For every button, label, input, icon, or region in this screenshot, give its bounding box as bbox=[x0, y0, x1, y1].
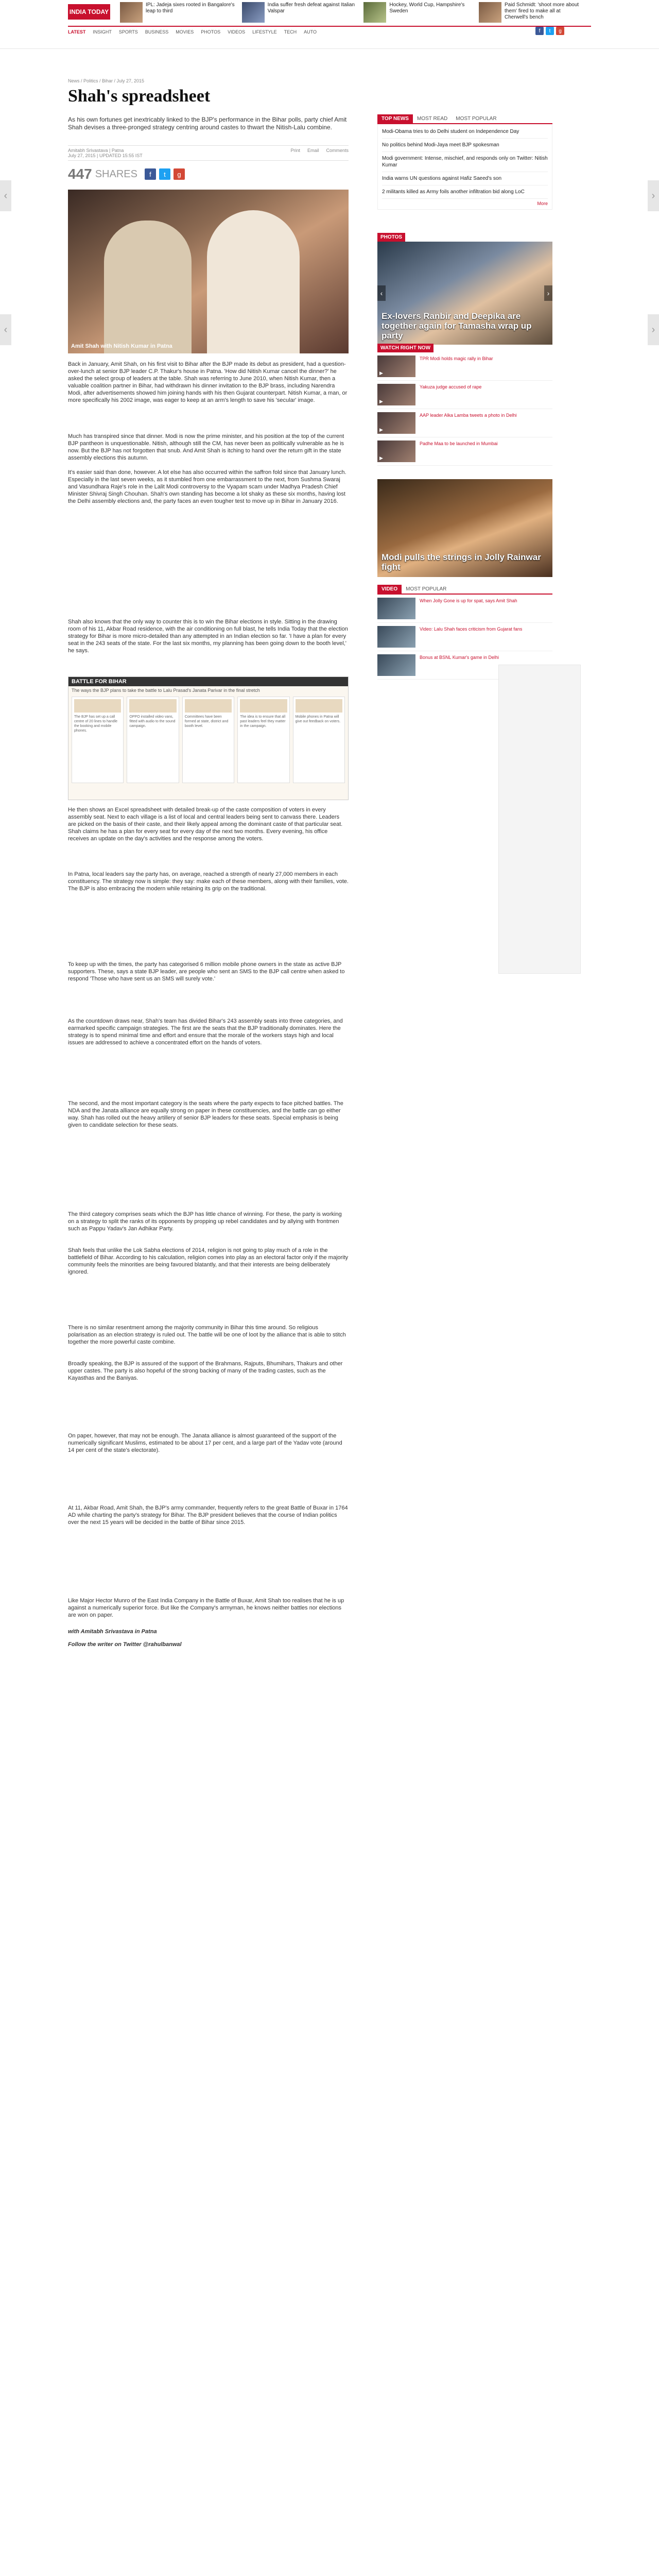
top-stories bbox=[120, 2, 480, 27]
top-news-widget bbox=[377, 114, 552, 210]
prev-arrow-icon[interactable]: ‹ bbox=[0, 314, 11, 345]
graphic-column-text: OPPO installed video vans, fitted with audio to the sound campaign. bbox=[129, 715, 176, 728]
graphic-columns bbox=[68, 694, 348, 785]
nav-item[interactable]: BUSINESS bbox=[145, 29, 169, 35]
video-list-item[interactable] bbox=[377, 437, 552, 466]
byline-author[interactable]: Amitabh Srivastava | Patna bbox=[68, 148, 124, 153]
nav-item[interactable]: AUTO bbox=[304, 29, 317, 35]
body-paragraph: In Patna, local leaders say the party has, on average, reached a strength of nearly 27,000 members in each constituency. The strategy now is simple: they say: make each of these members, along with their families, vote. The BJP is also embracing the modern while retaining its grip on the traditional. bbox=[68, 871, 349, 892]
chevron-right-icon[interactable]: › bbox=[544, 285, 552, 301]
follow-writer-link[interactable]: Follow the writer on Twitter @rahulbanwal bbox=[68, 1641, 182, 1648]
list-item[interactable]: 2 militants killed as Army foils another infiltration bid along LoC bbox=[382, 185, 548, 199]
byline bbox=[68, 145, 349, 161]
nav-item[interactable]: LATEST bbox=[68, 29, 86, 35]
graphic-illustration bbox=[185, 699, 232, 713]
list-item[interactable]: Modi-Obama tries to do Delhi student on Independence Day bbox=[382, 125, 548, 139]
video-list-item[interactable] bbox=[377, 381, 552, 409]
byline-date: July 27, 2015 | UPDATED 15:55 IST bbox=[68, 153, 143, 158]
top-news-tabs bbox=[377, 114, 552, 124]
list-item[interactable]: No politics behind Modi-Jaya meet BJP spokesman bbox=[382, 139, 548, 152]
hero-figure bbox=[104, 221, 192, 353]
video-player[interactable] bbox=[377, 479, 552, 577]
video-tabs bbox=[377, 585, 552, 595]
google-plus-icon[interactable]: g bbox=[174, 168, 185, 180]
graphic-title: BATTLE FOR BIHAR bbox=[68, 677, 348, 686]
tab-video[interactable]: VIDEO bbox=[377, 585, 402, 594]
video-thumb bbox=[377, 598, 415, 619]
nav-item[interactable]: MOVIES bbox=[176, 29, 194, 35]
tab-most-popular[interactable]: MOST POPULAR bbox=[406, 586, 447, 592]
graphic-column bbox=[237, 697, 289, 783]
body-paragraph: Like Major Hector Munro of the East India Company in the Battle of Buxar, Amit Shah too realises that he is up against a numerically superior force. But like the Company's armyman, he knows neither battles nor elections are won on paper. bbox=[68, 1598, 344, 1618]
body-paragraph: Much has transpired since that dinner. Modi is now the prime minister, and his position at the top of the current BJP pantheon is unquestionable. Nitish, although still the CM, has never been as politically vulnerable as he is now. But the BJP has not forgotten that snub. And Amit Shah is itching to hand over the return gift in the state assembly elections this autumn. bbox=[68, 433, 344, 461]
tab-top-news[interactable]: TOP NEWS bbox=[377, 114, 413, 123]
top-story-item[interactable] bbox=[363, 2, 480, 27]
graphic-column-text: Mobile phones in Patna will give out feedback on voters. bbox=[295, 715, 341, 723]
email-button[interactable]: Email bbox=[307, 148, 319, 153]
next-arrow-icon[interactable]: › bbox=[648, 180, 659, 211]
top-story-text: India suffer fresh defeat against Italian Valspar bbox=[267, 2, 355, 14]
top-story-thumb bbox=[363, 2, 386, 23]
graphic-column-text: The idea is to ensure that all past leaders feel they matter in the campaign. bbox=[240, 715, 286, 728]
breadcrumb[interactable]: News / Politics / Bihar / July 27, 2015 bbox=[68, 78, 145, 83]
nav-item[interactable]: INSIGHT bbox=[93, 29, 112, 35]
graphic-column bbox=[182, 697, 234, 783]
site-logo[interactable]: INDIA TODAY bbox=[68, 4, 110, 20]
twitter-icon[interactable]: t bbox=[159, 168, 170, 180]
video-thumb bbox=[377, 440, 415, 462]
twitter-icon[interactable]: t bbox=[546, 27, 554, 35]
graphic-column bbox=[293, 697, 345, 783]
photo-caption: Ex-lovers Ranbir and Deepika are together again for Tamasha wrap up party bbox=[381, 311, 532, 341]
body-paragraph: It's easier said than done, however. A lot else has also occurred within the saffron fold since that January lunch. Especially in the last seven weeks, as it stumbled from one embarrassment to the next, from Sushma Swaraj and Vasundhara Raje's role in the Lalit Modi controversy to the Vyapam scam under Madhya Pradesh Chief Minister Shivraj Singh Chouhan. Shah's own standing has become a lot shaky as these six months, having lost the Delhi assembly elections and, the party faces an even tougher test to move up in Bihar in January 2016. bbox=[68, 469, 346, 504]
ad-slot[interactable] bbox=[498, 665, 581, 974]
graphic-column bbox=[72, 697, 124, 783]
video-thumb bbox=[377, 412, 415, 434]
article-intro: As his own fortunes get inextricably linked to the BJP's performance in the Bihar polls, party chief Amit Shah devises a three-pronged strategy centring around castes to thwart the Nitish-Lalu combine. bbox=[68, 116, 347, 131]
more-link[interactable]: More bbox=[537, 201, 548, 206]
prev-arrow-icon[interactable]: ‹ bbox=[0, 180, 11, 211]
next-arrow-icon[interactable]: › bbox=[648, 314, 659, 345]
nav-item[interactable]: VIDEOS bbox=[228, 29, 246, 35]
top-story-item[interactable] bbox=[242, 2, 359, 27]
body-paragraph: Back in January, Amit Shah, on his first visit to Bihar after the BJP made its debut as president, had a question-over-lunch at senior BJP leader C.P. Thakur's house in Patna. 'How did Nitish Kumar cancel the dinner?' he asked the select group of leaders at the table. Shah was referring to June 2010, when Nitish Kumar, then a valuable coalition partner in Bihar, had withdrawn his dinner invitation to the BJP brass, including Narendra Modi, after advertisements showed him joining hands with his then Gujarat counterpart. Nitish Kumar, a man, or more specifically his 2002 image, was eager to keep at an arm's length to save his 'secular' image. bbox=[68, 361, 348, 403]
hero-caption: Amit Shah with Nitish Kumar in Patna bbox=[71, 343, 172, 349]
top-right-story[interactable] bbox=[479, 2, 582, 23]
tab-most-popular[interactable]: MOST POPULAR bbox=[456, 116, 497, 122]
top-news-list bbox=[377, 124, 552, 210]
body-paragraph: Shah feels that unlike the Lok Sabha elections of 2014, religion is not going to play much of a role in the battlefield of Bihar. According to his calculation, religion comes into play as an electoral factor only if the majority community feels the minorities are being favoured blatantly, and that their interests are being deliberately ignored. bbox=[68, 1247, 349, 1275]
graphic-column-text: Committees have been formed at state, district and booth level. bbox=[184, 715, 229, 728]
list-item[interactable]: Modi government: Intense, mischief, and responds only on Twitter: Nitish Kumar bbox=[382, 152, 548, 172]
battle-for-bihar-graphic bbox=[68, 676, 349, 800]
featured-video bbox=[377, 479, 552, 577]
article-tools bbox=[290, 148, 349, 153]
facebook-icon[interactable]: f bbox=[535, 27, 544, 35]
body-paragraph: Shah also knows that the only way to counter this is to win the Bihar elections in style. Sitting in the drawing room of his 11, Akbar Road residence, with the air conditioning on full blast, he tells India Today that the election strategy for Bihar is more micro-detailed than any attempted in an Indian election so far. 'I have a plan for every seat in the 243 seats of the state. For the last six months, my planning has been going down to the booth level,' he says. bbox=[68, 619, 348, 654]
body-paragraph: The second, and the most important category is the seats where the party expects to face pitched battles. The NDA and the Janata alliance are equally strong on paper in these constituencies, and the battle can go either way. Shah has rolled out the heavy artillery of senior BJP leaders for these seats. Special emphasis is being given to candidate selection for these seats. bbox=[68, 1100, 343, 1128]
video-title: TPR Modi holds magic rally in Bihar bbox=[420, 356, 493, 361]
body-paragraph: On paper, however, that may not be enough. The Janata alliance is almost guaranteed of the support of the numerically significant Muslims, estimated to be about 17 per cent, and a large part of the Yadav vote (around 14 per cent of the state's electorate). bbox=[68, 1433, 342, 1453]
top-story-thumb bbox=[479, 2, 501, 23]
nav-item[interactable]: SPORTS bbox=[118, 29, 138, 35]
top-story-item[interactable] bbox=[120, 2, 237, 27]
share-bar bbox=[68, 166, 185, 182]
share-label: SHARES bbox=[95, 168, 137, 180]
chevron-left-icon[interactable]: ‹ bbox=[377, 285, 386, 301]
body-paragraph: At 11, Akbar Road, Amit Shah, the BJP's army commander, frequently refers to the great Battle of Buxar in 1764 AD while charting the party's strategy for Bihar. The BJP president believes that the course of Indian politics over the next 15 years will be decided in the battle of Bihar since 2015. bbox=[68, 1505, 348, 1526]
graphic-illustration bbox=[296, 699, 342, 713]
section-heading: PHOTOS bbox=[377, 233, 405, 242]
top-story-thumb bbox=[120, 2, 143, 23]
body-paragraph: He then shows an Excel spreadsheet with detailed break-up of the caste composition of voters in every assembly seat. Next to each village is a list of local and central leaders being sent to canvass there. Leaders are picked on the basis of their caste, and their likely appeal among the dominant caste of that particular seat. Shah claims he has a plan for every seat for every day of the next two months. Every evening, his office receives an update on the day's activities and the response among the voters. bbox=[68, 807, 343, 842]
watch-widget bbox=[377, 343, 552, 466]
list-item[interactable]: India warns UN questions against Hafiz Saeed's son bbox=[382, 172, 548, 185]
main-nav bbox=[68, 26, 591, 37]
print-button[interactable]: Print bbox=[290, 148, 300, 153]
hero-figure bbox=[207, 210, 300, 353]
graphic-column bbox=[127, 697, 179, 783]
hero-image bbox=[68, 190, 349, 353]
facebook-icon[interactable]: f bbox=[145, 168, 156, 180]
video-thumb bbox=[377, 355, 415, 377]
video-thumb bbox=[377, 626, 415, 648]
video-title: AAP leader Alka Lamba tweets a photo in Delhi bbox=[420, 413, 517, 418]
video-list-item[interactable] bbox=[377, 409, 552, 437]
video-caption: Modi pulls the strings in Jolly Rainwar fight bbox=[381, 552, 541, 572]
graphic-column-text: The BJP has set up a call centre of 20 lines to handle the booking and mobile phones. bbox=[74, 715, 118, 733]
top-story-thumb bbox=[242, 2, 265, 23]
comments-button[interactable]: Comments bbox=[326, 148, 349, 153]
video-list-item[interactable] bbox=[377, 595, 552, 623]
graphic-illustration bbox=[129, 699, 176, 713]
graphic-subtitle: The ways the BJP plans to take the battle to Lalu Prasad's Janata Parivar in the final stretch bbox=[72, 688, 260, 693]
photos-widget bbox=[377, 232, 552, 345]
top-story-text: IPL: Jadeja sixes rooted in Bangalore's leap to third bbox=[146, 2, 235, 14]
video-title: Yakuza judge accused of rape bbox=[420, 384, 482, 389]
tab-most-read[interactable]: MOST READ bbox=[417, 116, 448, 122]
video-list-item[interactable] bbox=[377, 352, 552, 381]
page-title: Shah's spreadsheet bbox=[68, 87, 211, 106]
graphic-illustration bbox=[240, 699, 287, 713]
nav-item[interactable]: TECH bbox=[284, 29, 297, 35]
video-title: Padhe Maa to be launched in Mumbai bbox=[420, 441, 498, 446]
share-count: 447 bbox=[68, 166, 92, 182]
google-plus-icon[interactable]: g bbox=[556, 27, 564, 35]
photo-slide[interactable] bbox=[377, 242, 552, 345]
body-paragraph: The third category comprises seats which the BJP has little chance of winning. For these, the party is working on a strategy to split the ranks of its opponents by propping up rebel candidates and by allying with frontmen such as Pappu Yadav's Jan Adhikar Party. bbox=[68, 1211, 342, 1232]
video-title: Bonus at BSNL Kumar's game in Delhi bbox=[420, 655, 499, 660]
nav-item[interactable]: PHOTOS bbox=[201, 29, 221, 35]
graphic-illustration bbox=[74, 699, 121, 713]
header-social bbox=[535, 27, 564, 35]
video-thumb bbox=[377, 654, 415, 676]
top-strip bbox=[0, 0, 659, 49]
video-thumb bbox=[377, 384, 415, 405]
body-paragraph: To keep up with the times, the party has categorised 6 million mobile phone owners in the state as active BJP supporters. These, says a state BJP leader, are people who sent an SMS to the BJP call centre when asked to respond 'Those who have sent us an SMS will surely vote.' bbox=[68, 961, 345, 982]
top-story-text: Hockey, World Cup, Hampshire's Sweden bbox=[389, 2, 465, 14]
body-paragraph: Broadly speaking, the BJP is assured of the support of the Brahmans, Rajputs, Bhumihars, Thakurs and other upper castes. The party is also hopeful of the strong backing of many of the trading castes, such as the Kayasthas and the Baniyas. bbox=[68, 1361, 343, 1381]
video-list-item[interactable] bbox=[377, 623, 552, 651]
video-title: Video: Lalu Shah faces criticism from Gujarat fans bbox=[420, 626, 523, 632]
body-paragraph: There is no similar resentment among the majority community in Bihar this time around. So religious polarisation as an election strategy is ruled out. The battle will be one of loot by the alliance that is able to stitch together the more powerful caste combine. bbox=[68, 1325, 346, 1345]
body-paragraph: As the countdown draws near, Shah's team has divided Bihar's 243 assembly seats into three categories, and earmarked specific campaign strategies. The first are the seats that the BJP traditionally dominates. Here the strategy is to spend minimal time and effort and ensure that the morale of the workers stays high and local issues are addressed to achieve a concentrated effort on the hands of voters. bbox=[68, 1018, 343, 1046]
section-heading: WATCH RIGHT NOW bbox=[377, 344, 433, 352]
article-signoff: with Amitabh Srivastava in Patna bbox=[68, 1629, 157, 1635]
video-title: When Jolly Gone is up for spat, says Amit Shah bbox=[420, 598, 517, 603]
top-story-text: Paid Schmidt: 'shoot more about them' fired to make all at Cherwell's bench bbox=[505, 2, 579, 20]
nav-item[interactable]: LIFESTYLE bbox=[252, 29, 277, 35]
